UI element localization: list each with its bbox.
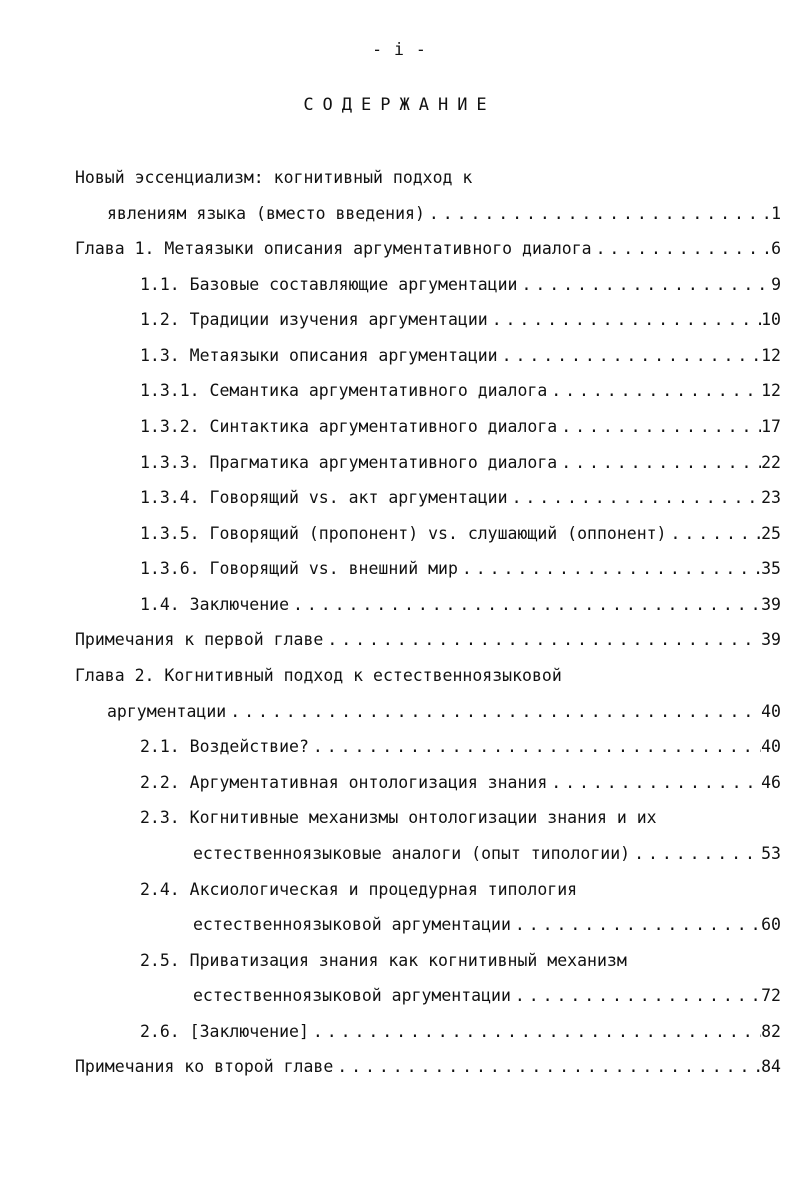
toc-entry-page: 12 (761, 346, 781, 365)
toc-entry (140, 344, 781, 368)
dot-leader (309, 735, 761, 759)
toc-entry-text: аргументации (107, 702, 227, 721)
dot-leader (511, 984, 761, 1008)
toc-entry (140, 593, 781, 617)
toc-entry-text: 1.3.4. Говорящий vs. акт аргументации (140, 488, 508, 507)
toc-entry (193, 913, 781, 937)
dot-leader (557, 415, 761, 439)
toc-entry-text: Глава 2. Когнитивный подход к естественноязыковой (75, 666, 562, 685)
page-title: СОДЕРЖАНИЕ (303, 95, 496, 115)
toc-entry-text: Новый эссенциализм: когнитивный подход к (75, 168, 473, 187)
toc-entry-text: естественноязыковой аргументации (193, 915, 511, 934)
dot-leader (557, 451, 761, 475)
toc-entry (193, 842, 781, 866)
toc-entry-page: 84 (761, 1057, 781, 1076)
toc-entry-page: 35 (761, 559, 781, 578)
toc-entry-text: 2.2. Аргументативная онтологизация знания (140, 773, 548, 792)
toc-entry-text: Примечания ко второй главе (75, 1057, 334, 1076)
toc-entry-page: 12 (761, 381, 781, 400)
toc-entry-page: 1 (771, 204, 781, 223)
toc-entry (140, 273, 781, 297)
toc-entry-page: 40 (761, 702, 781, 721)
dot-leader (592, 237, 772, 261)
toc-entry-page: 39 (761, 630, 781, 649)
toc-entry-page: 25 (761, 524, 781, 543)
toc-entry-page: 23 (761, 488, 781, 507)
toc-entry-text: Примечания к первой главе (75, 630, 324, 649)
toc-entry-text: 2.3. Когнитивные механизмы онтологизации знания и их (140, 808, 657, 827)
toc-entry (140, 557, 781, 581)
toc-entry-text: 1.3.2. Синтактика аргументативного диалога (140, 417, 558, 436)
toc-entry (107, 700, 781, 724)
toc-entry (140, 379, 781, 403)
toc-entry-text: 1.3. Метаязыки описания аргументации (140, 346, 498, 365)
dot-leader (226, 700, 761, 724)
toc-entry (75, 166, 472, 190)
toc-entry-text: естественноязыковой аргументации (193, 986, 511, 1005)
dot-leader (508, 486, 762, 510)
toc-entry (140, 771, 781, 795)
toc-entry (75, 664, 562, 688)
toc-entry-text: 1.3.3. Прагматика аргументативного диалога (140, 453, 558, 472)
toc-entry-page: 53 (761, 844, 781, 863)
toc-entry-text: 2.4. Аксиологическая и процедурная типология (140, 880, 578, 899)
toc-entry-page: 22 (761, 453, 781, 472)
toc-entry-page: 40 (761, 737, 781, 756)
dot-leader (333, 1055, 761, 1079)
toc-entry-text: 1.1. Базовые составляющие аргументации (140, 275, 518, 294)
toc-entry (140, 735, 781, 759)
toc-entry (140, 806, 657, 830)
dot-leader (518, 273, 772, 297)
page-number: - i - (372, 40, 427, 59)
toc-entry-text: 1.3.5. Говорящий (пропонент) vs. слушающий (оппонент) (140, 524, 667, 543)
toc-entry-text: естественноязыковые аналоги (опыт типологии) (193, 844, 631, 863)
toc-entry-page: 39 (761, 595, 781, 614)
dot-leader (498, 344, 762, 368)
toc-entry-text: Глава 1. Метаязыки описания аргументативного диалога (75, 239, 592, 258)
toc-entry-page: 10 (761, 310, 781, 329)
toc-entry-text: 1.3.6. Говорящий vs. внешний мир (140, 559, 458, 578)
toc-entry (75, 1055, 781, 1079)
toc-entry (140, 451, 781, 475)
dot-leader (488, 308, 761, 332)
toc-entry (75, 628, 781, 652)
toc-entry-text: 2.5. Приватизация знания как когнитивный механизм (140, 951, 627, 970)
dot-leader (458, 557, 761, 581)
dot-leader (547, 771, 761, 795)
toc-entry-page: 46 (761, 773, 781, 792)
toc-entry (193, 984, 781, 1008)
toc-entry (140, 415, 781, 439)
dot-leader (630, 842, 761, 866)
toc-entry (140, 878, 577, 902)
toc-entry-page: 82 (761, 1022, 781, 1041)
toc-entry-page: 60 (761, 915, 781, 934)
dot-leader (425, 202, 771, 226)
dot-leader (511, 913, 761, 937)
toc-entry-text: 1.4. Заключение (140, 595, 290, 614)
dot-leader (667, 522, 762, 546)
dot-leader (323, 628, 761, 652)
toc-entry-text: 1.2. Традиции изучения аргументации (140, 310, 488, 329)
toc-entry-text: 2.1. Воздействие? (140, 737, 309, 756)
toc-entry-text: явлениям языка (вместо введения) (107, 204, 425, 223)
toc-entry (140, 308, 781, 332)
toc-entry-page: 6 (771, 239, 781, 258)
toc-entry-text: 2.6. [Заключение] (140, 1022, 309, 1041)
toc-entry (140, 486, 781, 510)
toc-entry-page: 72 (761, 986, 781, 1005)
toc-entry-page: 9 (771, 275, 781, 294)
dot-leader (289, 593, 761, 617)
toc-entry (107, 202, 781, 226)
toc-entry-text: 1.3.1. Семантика аргументативного диалога (140, 381, 548, 400)
toc-entry-page: 17 (761, 417, 781, 436)
toc-entry (75, 237, 781, 261)
toc-entry (140, 1020, 781, 1044)
dot-leader (547, 379, 761, 403)
dot-leader (309, 1020, 761, 1044)
toc-entry (140, 522, 781, 546)
toc-entry (140, 949, 627, 973)
